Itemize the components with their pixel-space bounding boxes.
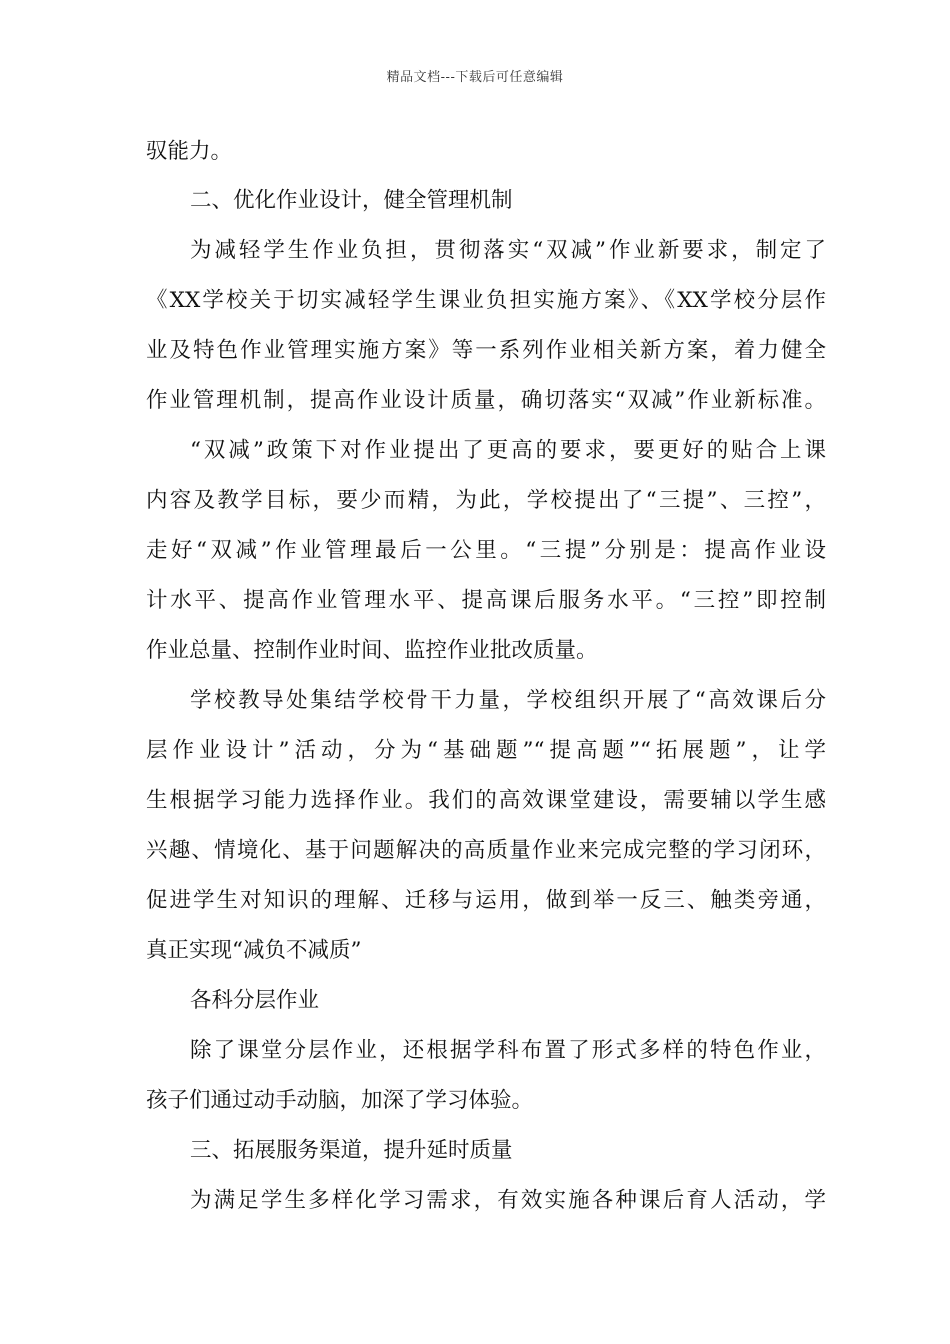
text-line: “双减”政策下对作业提出了更高的要求，要更好的贴合上课 [190, 438, 826, 463]
page-header: 精品文档---下载后可任意编辑 [386, 70, 564, 85]
subheading: 各科分层作业 [190, 988, 320, 1013]
section-heading: 三、拓展服务渠道，提升延时质量 [190, 1138, 513, 1163]
text-line: 驭能力。 [146, 139, 233, 164]
text-line: 为满足学生多样化学习需求，有效实施各种课后育人活动，学 [190, 1188, 826, 1213]
text-line: 为减轻学生作业负担，贯彻落实“双减”作业新要求，制定了 [190, 238, 826, 263]
text-line: 孩子们通过动手动脑，加深了学习体验。 [146, 1088, 534, 1113]
text-line: 生根据学习能力选择作业。我们的高效课堂建设，需要辅以学生感 [146, 788, 826, 813]
text-line: 业及特色作业管理实施方案》等一系列作业相关新方案，着力健全 [146, 338, 826, 363]
text-line: 促进学生对知识的理解、迁移与运用，做到举一反三、触类旁通， [146, 888, 826, 913]
text-line: 除了课堂分层作业，还根据学科布置了形式多样的特色作业， [190, 1038, 826, 1063]
text-line: 真正实现“减负不减质” [146, 938, 362, 963]
text-line: 走好“双减”作业管理最后一公里。“三提”分别是：提高作业设 [146, 538, 826, 563]
text-line: 作业总量、控制作业时间、监控作业批改质量。 [146, 638, 598, 663]
text-line: 计水平、提高作业管理水平、提高课后服务水平。“三控”即控制 [146, 588, 826, 613]
text-line: 作业管理机制，提高作业设计质量，确切落实“双减”作业新标准。 [146, 388, 826, 413]
text-line: 《XX学校关于切实减轻学生课业负担实施方案》、《XX学校分层作 [146, 288, 826, 313]
text-line: 学校教导处集结学校骨干力量，学校组织开展了“高效课后分 [190, 688, 826, 713]
text-line: 层作业设计”活动，分为“基础题”“提高题”“拓展题”，让学 [146, 738, 826, 763]
text-line: 内容及教学目标，要少而精，为此，学校提出了“三提”、三控”， [146, 488, 826, 513]
text-line: 兴趣、情境化、基于问题解决的高质量作业来完成完整的学习闭环， [146, 838, 826, 863]
section-heading: 二、优化作业设计，健全管理机制 [190, 188, 513, 213]
